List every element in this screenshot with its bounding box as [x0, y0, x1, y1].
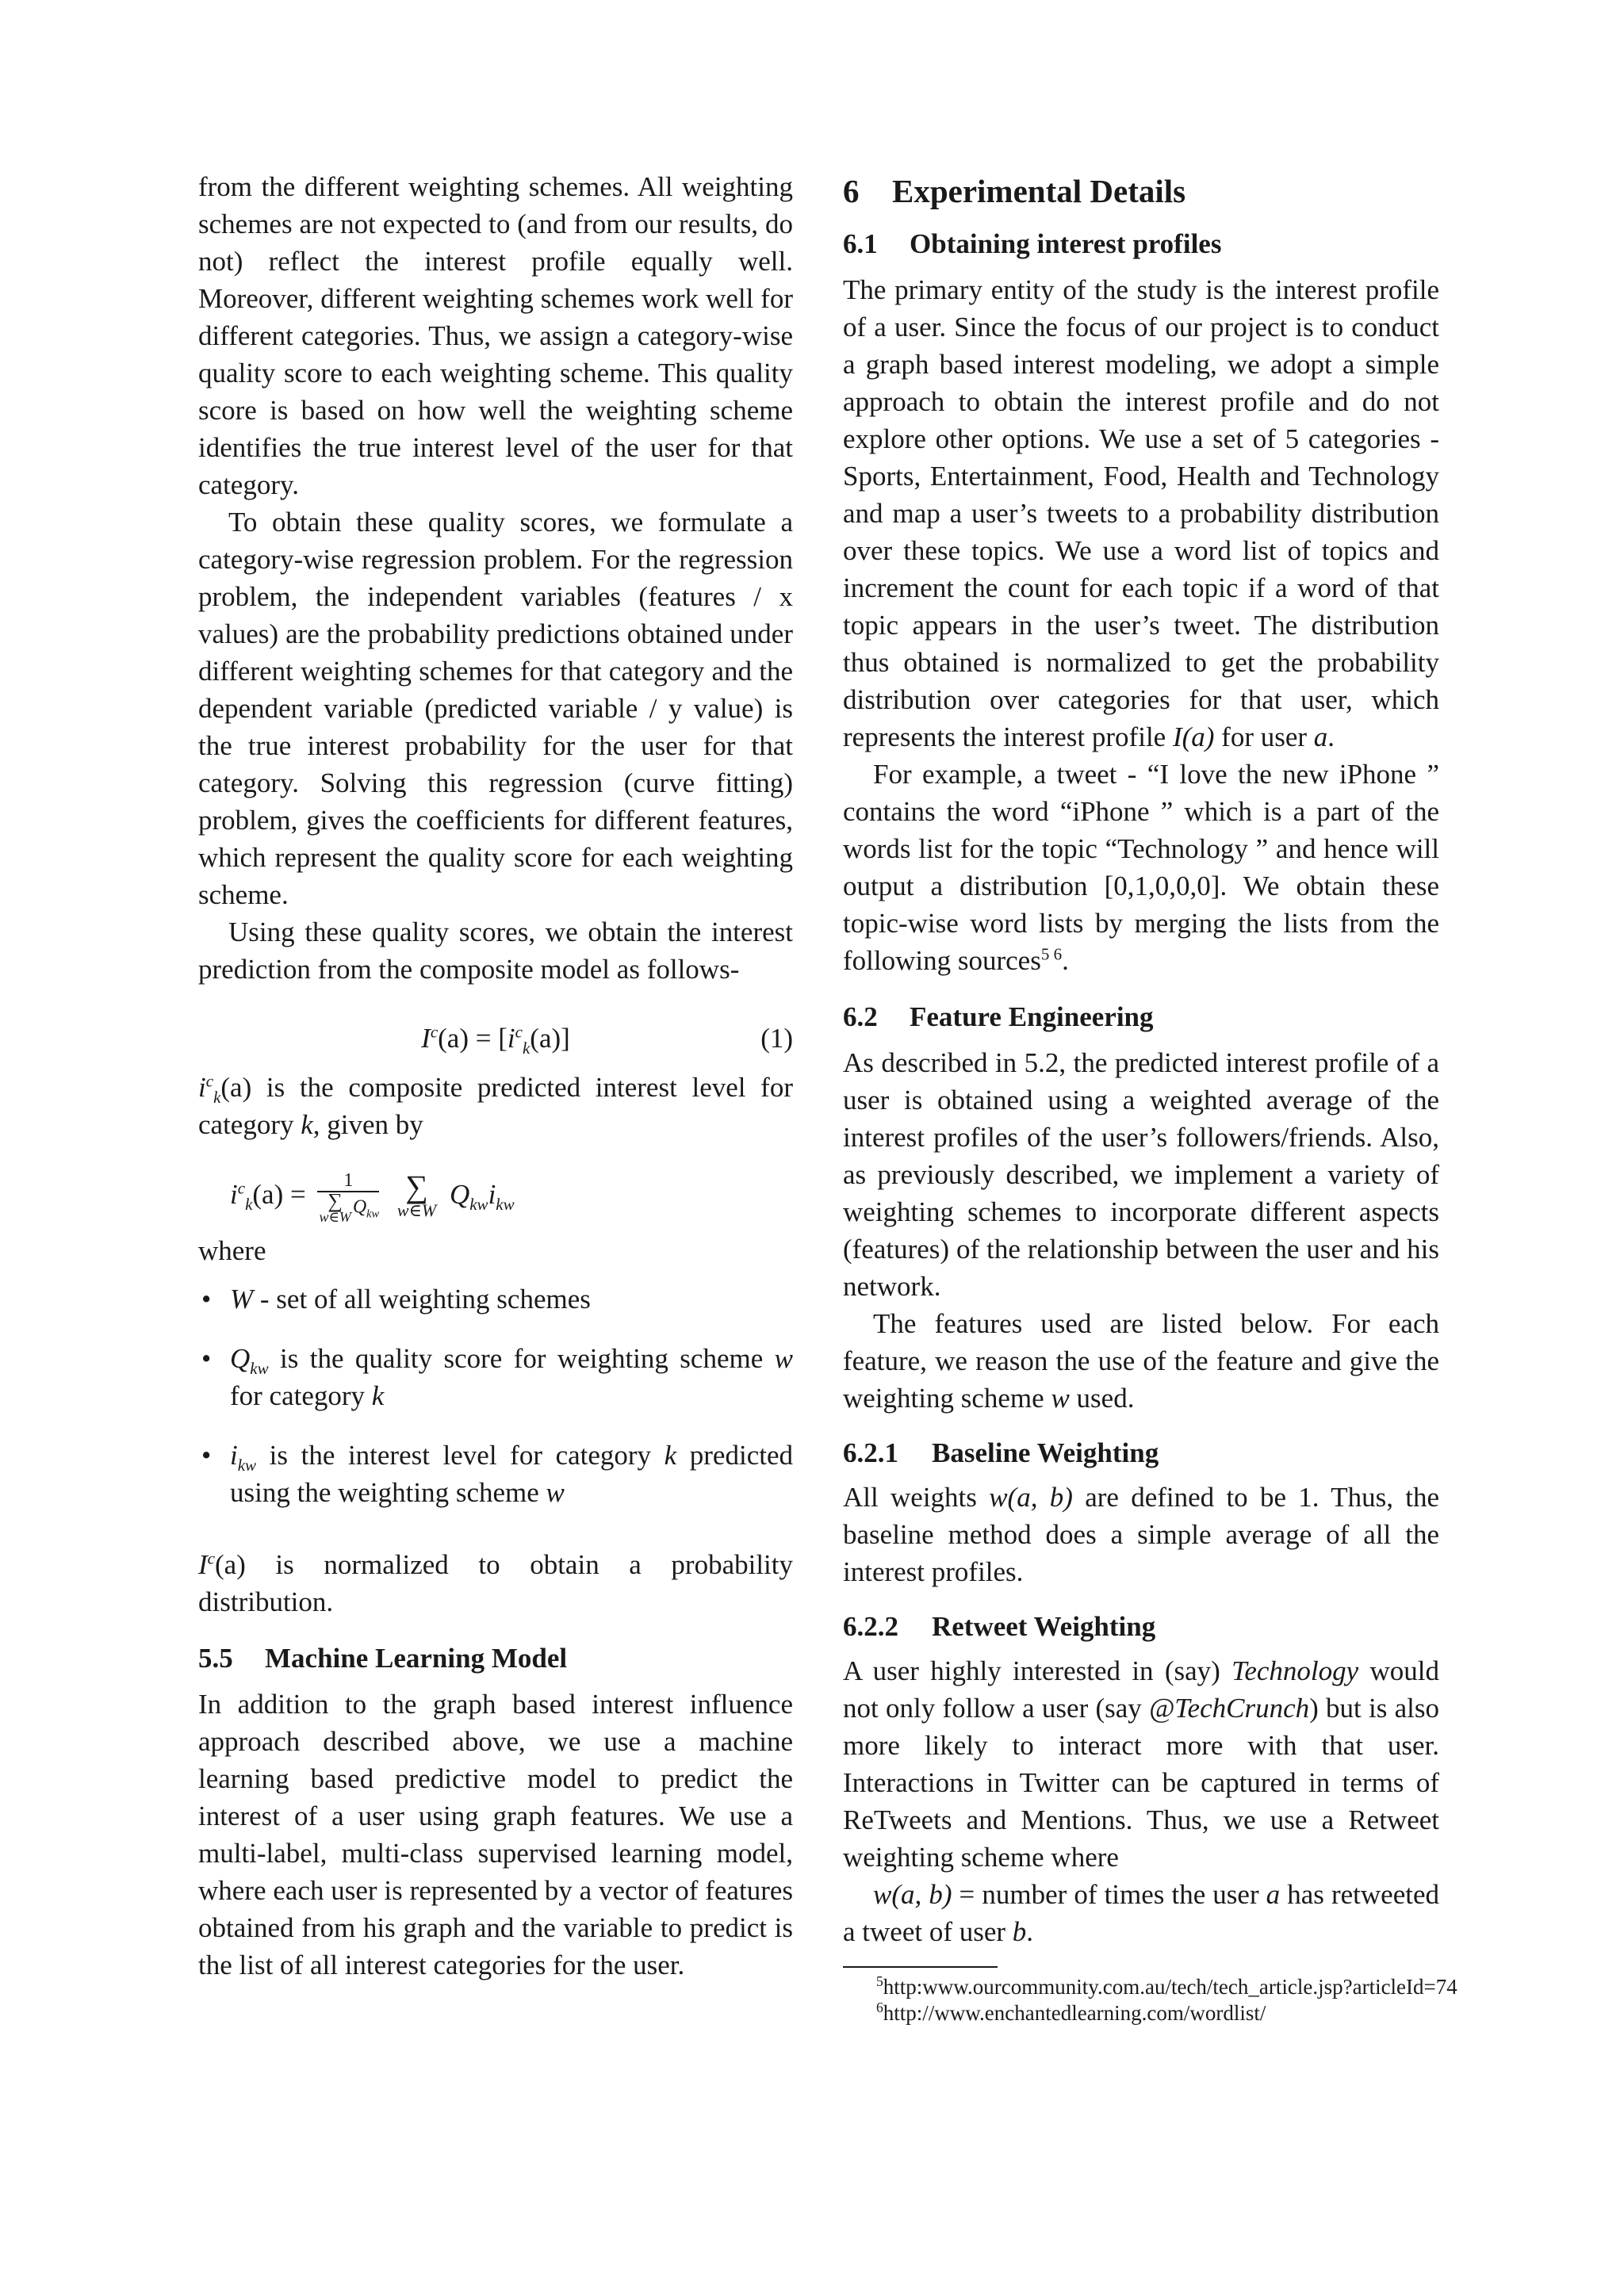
paragraph-features-list: The features used are listed below. For each feature, we reason the use of the feature and give the weighting scheme w used.: [843, 1308, 1439, 1414]
paragraph-retweet-definition: w(a, b) = number of times the user a has retweeted a tweet of user b.: [843, 1879, 1439, 1947]
equation-sum: ∑ w∈W: [396, 1169, 437, 1220]
paragraph-ml-model: In addition to the graph based interest influence approach described above, we use a machine learning based predictive model to predict the interest of a user using graph features. We use a multi-label, multi-class supervised learning model, where each user is represented by a vector of features obtained from his graph and the variable to predict is the list of all interest categories for the user.: [198, 1689, 793, 1980]
section-heading-6-2-2: 6.2.2 Retweet Weighting: [843, 1611, 1156, 1642]
paragraph-weighting-intro: from the different weighting schemes. All weighting schemes are not expected to (and from our results, do not) reflect the interest profile equally well. Moreover, different weighting schemes work well for different categories. Thus, we assign a category-wise quality score to each weighting scheme. This quality score is based on how well the weighting scheme identifies the true interest level of the user for that category.: [198, 171, 793, 500]
paragraph-interest-profiles: The primary entity of the study is the interest profile of a user. Since the focus of our project is to conduct a graph based interest modeling, we adopt a simple approach to obtain the interest profile and do not explore other options. We use a set of 5 categories - Sports, Entertainment, Food, Health and Technology and map a user’s tweets to a probability distribution over these topics. We use a word list of topics and increment the count for each topic if a word of that topic appears in the user’s tweet. The distribution thus obtained is normalized to get the probability distribution over categories for that user, which represents the interest profile I(a) for user a.: [843, 274, 1439, 752]
paragraph-composite-intro: Using these quality scores, we obtain the interest prediction from the composite model as follows-: [198, 916, 793, 985]
paragraph-composite-definition: $i^c_k(a)$ is the composite predicted interest level for category k, given by: [198, 1071, 793, 1140]
equation-1: $I^c(a) = [i^c_k(a)]$ (1): [198, 1020, 793, 1061]
paragraph-baseline: All weights w(a, b) are defined to be 1. Thus, the baseline method does a simple average of all the interest profiles.: [843, 1482, 1440, 1587]
paragraph-example: For example, a tweet - “I love the new iPhone ” contains the word “iPhone ” which is a part of the words list for the topic “Technology ” and hence will output a distribution [0,1,0,0,0]. We obtain these topic-wise word lists by merging the lists from the following sources$^{5 6}$.: [843, 759, 1439, 976]
section-heading-6-2: 6.2 Feature Engineering: [843, 1001, 1154, 1032]
bullet-list: [198, 1280, 793, 1511]
paragraph-quality-scores: To obtain these quality scores, we formulate a category-wise regression problem. For the regression problem, the independent variables (features / x values) are the probability predictions obtained under different weighting schemes for that category and the dependent variable (predicted variable / y value) is the true interest probability for the user for that category. Solving this regression (curve fitting) problem, gives the coefficients for different features, which represent the quality score for each weighting scheme.: [198, 507, 793, 910]
section-heading-6-1: 6.1 Obtaining interest profiles: [843, 228, 1222, 259]
paragraph-retweet: A user highly interested in (say) Technology would not only follow a user (say @TechCrunch) but is also more likely to interact more with that user. Interactions in Twitter can be captured in terms of ReTweets and Mentions. Thus, we use a Retweet weighting scheme where: [843, 1655, 1440, 1873]
footnotes: [843, 1973, 1457, 2026]
where-label: where: [198, 1235, 266, 1266]
footnote-ref: 5 6: [1040, 944, 1063, 964]
section-heading-6: 6 Experimental Details: [843, 173, 1186, 209]
footnote-6: $^6$http://www.enchantedlearning.com/wordlist/: [876, 1999, 1266, 2025]
list-item: • $Q_{kw}$ is the quality score for weighting scheme w for category k: [230, 1340, 793, 1414]
left-column: [198, 168, 793, 1984]
equation-2: $i^c_k(a)$ = 1 ∑ w∈W $Q_{kw}$ ∑ w∈W $Q_{kw}i_{kw}$: [230, 1169, 515, 1225]
right-column: [843, 168, 1457, 2026]
equation-number: (1): [760, 1023, 793, 1054]
list-item: • W - set of all weighting schemes: [230, 1280, 793, 1318]
paragraph-feature-engineering: As described in 5.2, the predicted interest profile of a user is obtained using a weighted average of the interest profiles of the user’s followers/friends. Also, as previously described, we implement a variety of weighting schemes to incorporate different aspects (features) of the relationship between the user and his network.: [843, 1047, 1439, 1302]
section-heading-5-5: 5.5 Machine Learning Model: [198, 1643, 568, 1674]
footnote-5: $^5$http:www.ourcommunity.com.au/tech/tech_article.jsp?articleId=74: [876, 1973, 1457, 1999]
footnote-divider: [843, 1966, 998, 1968]
list-item: • $i_{kw}$ is the interest level for category k predicted using the weighting scheme w: [230, 1437, 793, 1511]
paragraph-normalized: $I^c(a)$ is normalized to obtain a probability distribution.: [198, 1548, 793, 1617]
equation-fraction: 1 ∑ w∈W $Q_{kw}$: [319, 1170, 380, 1225]
section-heading-6-2-1: 6.2.1 Baseline Weighting: [843, 1437, 1159, 1468]
